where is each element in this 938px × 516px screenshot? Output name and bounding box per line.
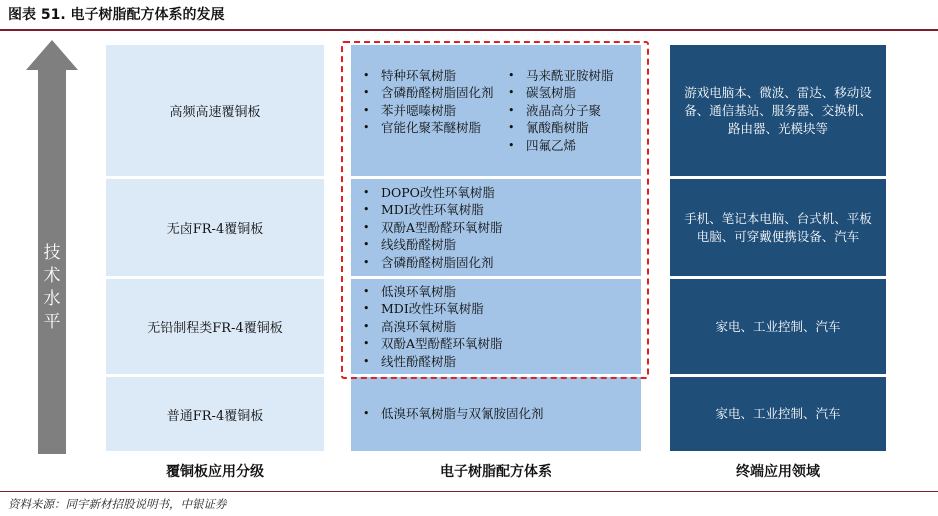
level-high-frequency <box>106 45 324 176</box>
resin-item: • 含磷酚醛树脂固化剂 <box>355 254 503 272</box>
level-label: 普通FR-4覆铜板 <box>166 408 264 424</box>
app-cell-lead-free <box>670 279 886 374</box>
arrow-label-char: 平 <box>43 312 61 332</box>
level-lead-free <box>106 279 324 374</box>
resin-item: • 低溴环氧树脂 <box>355 283 503 301</box>
app-cell-ordinary <box>670 377 886 451</box>
resin-item: • 官能化聚苯醚树脂 <box>355 119 500 137</box>
resin-item: • MDI改性环氧树脂 <box>355 201 503 219</box>
title-rule <box>0 29 938 31</box>
highlight-dashed-box <box>341 41 649 379</box>
arrow-label-char: 技 <box>43 243 61 263</box>
resin-item: • 液晶高分子聚 <box>500 102 614 120</box>
tech-level-arrow <box>26 40 78 454</box>
app-cell-high-frequency <box>670 45 886 176</box>
bottom-rule <box>0 491 938 492</box>
level-label: 高频高速覆铜板 <box>169 105 261 120</box>
tech-level-label <box>26 242 78 334</box>
resin-cell-ordinary <box>351 377 641 451</box>
resin-item: • 线性酚醛树脂 <box>355 353 503 371</box>
app-text: 家电、工业控制、汽车 <box>715 318 841 334</box>
footer-applications: 终端应用领域 <box>736 464 820 480</box>
resin-item: • 特种环氧树脂 <box>355 67 500 85</box>
resin-item: • 含磷酚醛树脂固化剂 <box>355 84 500 102</box>
resin-item: • MDI改性环氧树脂 <box>355 300 503 318</box>
level-ordinary <box>106 377 324 451</box>
resin-item: • 高溴环氧树脂 <box>355 318 503 336</box>
app-text: 家电、工业控制、汽车 <box>715 406 841 421</box>
source-note: 资料来源：同宇新材招股说明书，中银证券 <box>8 497 227 511</box>
arrow-label-char: 术 <box>43 266 61 286</box>
resin-item: • 碳氢树脂 <box>500 84 614 102</box>
resin-list <box>355 405 544 423</box>
arrow-label-char: 水 <box>43 289 61 309</box>
resin-item: • 线线酚醛树脂 <box>355 236 503 254</box>
resin-item: • 双酚A型酚醛环氧树脂 <box>355 335 503 353</box>
resin-item: • 氰酸酯树脂 <box>500 119 614 137</box>
app-cell-halogen-free <box>670 179 886 276</box>
resin-item: • 双酚A型酚醛环氧树脂 <box>355 219 503 237</box>
resin-item: • DOPO改性环氧树脂 <box>355 184 503 202</box>
resin-item: • 苯并噁嗪树脂 <box>355 102 500 120</box>
level-halogen-free <box>106 179 324 276</box>
footer-levels: 覆铜板应用分级 <box>166 464 264 480</box>
resin-item: • 马来酰亚胺树脂 <box>500 67 614 85</box>
app-text: 游戏电脑本、微波、雷达、移动设备、通信基站、服务器、交换机、路由器、光模块等 <box>684 84 872 136</box>
resin-item: • 四氟乙烯 <box>500 137 614 155</box>
level-label: 无铅制程类FR-4覆铜板 <box>147 321 283 336</box>
app-text: 手机、笔记本电脑、台式机、平板电脑、可穿戴便携设备、汽车 <box>684 210 872 244</box>
figure-title: 图表 51. 电子树脂配方体系的发展 <box>8 7 225 23</box>
level-label: 无卤FR-4覆铜板 <box>166 222 264 237</box>
footer-resins: 电子树脂配方体系 <box>440 464 552 480</box>
resin-item: • 低溴环氧树脂与双氰胺固化剂 <box>355 405 544 423</box>
